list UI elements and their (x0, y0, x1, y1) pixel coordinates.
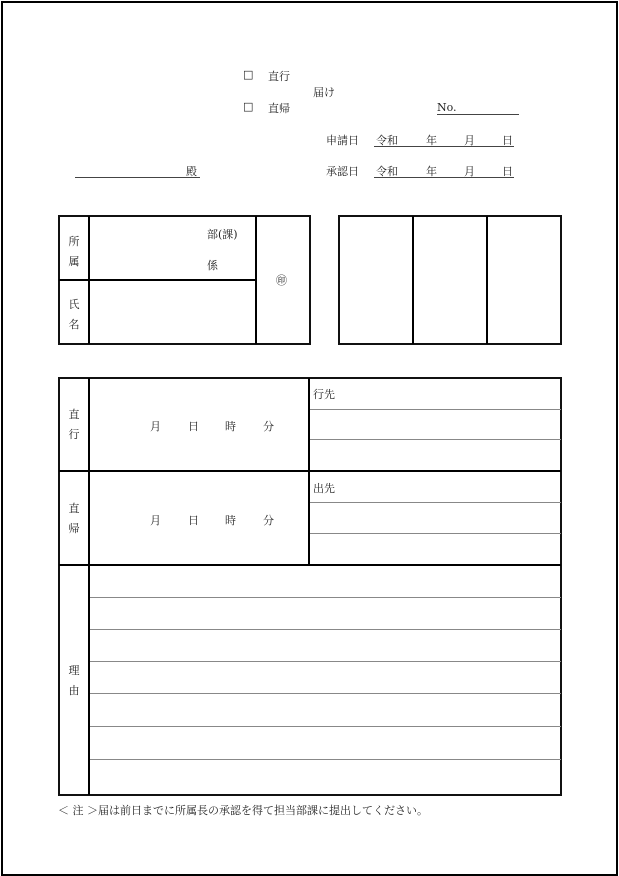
addressee-field[interactable] (75, 177, 200, 178)
direct-return-month: 月 (150, 514, 161, 527)
direct-go-month: 月 (150, 420, 161, 433)
details-row-divider-2 (59, 564, 561, 566)
stamp-cell-2[interactable] (414, 217, 486, 343)
checkbox-direct-go[interactable]: □ (243, 68, 254, 81)
reason-line-4[interactable] (90, 693, 561, 694)
approval-date-month: 月 (464, 165, 475, 178)
destination-line-2[interactable] (310, 439, 561, 440)
approval-date-era: 令和 (376, 165, 398, 178)
affiliation-label: 所属 (68, 235, 80, 268)
direct-go-minute: 分 (263, 420, 274, 433)
application-date-month: 月 (464, 134, 475, 147)
application-date-field[interactable] (374, 146, 514, 147)
approval-date-label: 承認日 (326, 165, 359, 178)
departure-place-line-2[interactable] (310, 533, 561, 534)
application-date-year: 年 (426, 134, 437, 147)
departure-place-line-1[interactable] (310, 502, 561, 503)
seal-mark: ㊞ (276, 274, 287, 287)
application-date-day: 日 (502, 134, 513, 147)
application-date-label: 申請日 (326, 134, 359, 147)
reason-row-label: 理由 (68, 664, 80, 697)
stamp-cell-3[interactable] (488, 217, 560, 343)
applicant-row-divider (59, 279, 256, 281)
destination-label: 行先 (313, 388, 335, 401)
option-direct-return-label: 直帰 (268, 102, 290, 115)
direct-return-row-label: 直帰 (68, 502, 80, 535)
section-label: 係 (207, 259, 218, 272)
name-field[interactable] (91, 283, 253, 342)
number-label: No. (437, 101, 457, 114)
reason-line-5[interactable] (90, 726, 561, 727)
checkbox-direct-return[interactable]: □ (243, 100, 254, 113)
direct-return-hour: 時 (225, 514, 236, 527)
approval-date-day: 日 (502, 165, 513, 178)
department-label: 部(課) (207, 228, 238, 241)
direct-return-minute: 分 (263, 514, 274, 527)
reason-line-2[interactable] (90, 629, 561, 630)
details-row-divider-1 (59, 470, 561, 472)
name-label: 氏名 (68, 298, 80, 331)
approval-date-field[interactable] (374, 177, 514, 178)
application-date-era: 令和 (376, 134, 398, 147)
reason-line-1[interactable] (90, 597, 561, 598)
reason-line-3[interactable] (90, 661, 561, 662)
approval-date-year: 年 (426, 165, 437, 178)
option-direct-go-label: 直行 (268, 70, 290, 83)
direct-return-day: 日 (188, 514, 199, 527)
details-label-divider (88, 378, 90, 795)
report-label: 届け (313, 86, 335, 99)
destination-line-1[interactable] (310, 409, 561, 410)
stamp-cell-1[interactable] (340, 217, 412, 343)
departure-place-label: 出先 (313, 482, 335, 495)
direct-go-row-label: 直行 (68, 408, 80, 441)
direct-go-day: 日 (188, 420, 199, 433)
footer-note: ＜ 注 ＞届は前日までに所属長の承認を得て担当部課に提出してください。 (58, 804, 428, 817)
reason-line-6[interactable] (90, 759, 561, 760)
addressee-suffix: 殿 (186, 165, 197, 178)
number-field[interactable] (437, 114, 519, 115)
direct-go-hour: 時 (225, 420, 236, 433)
